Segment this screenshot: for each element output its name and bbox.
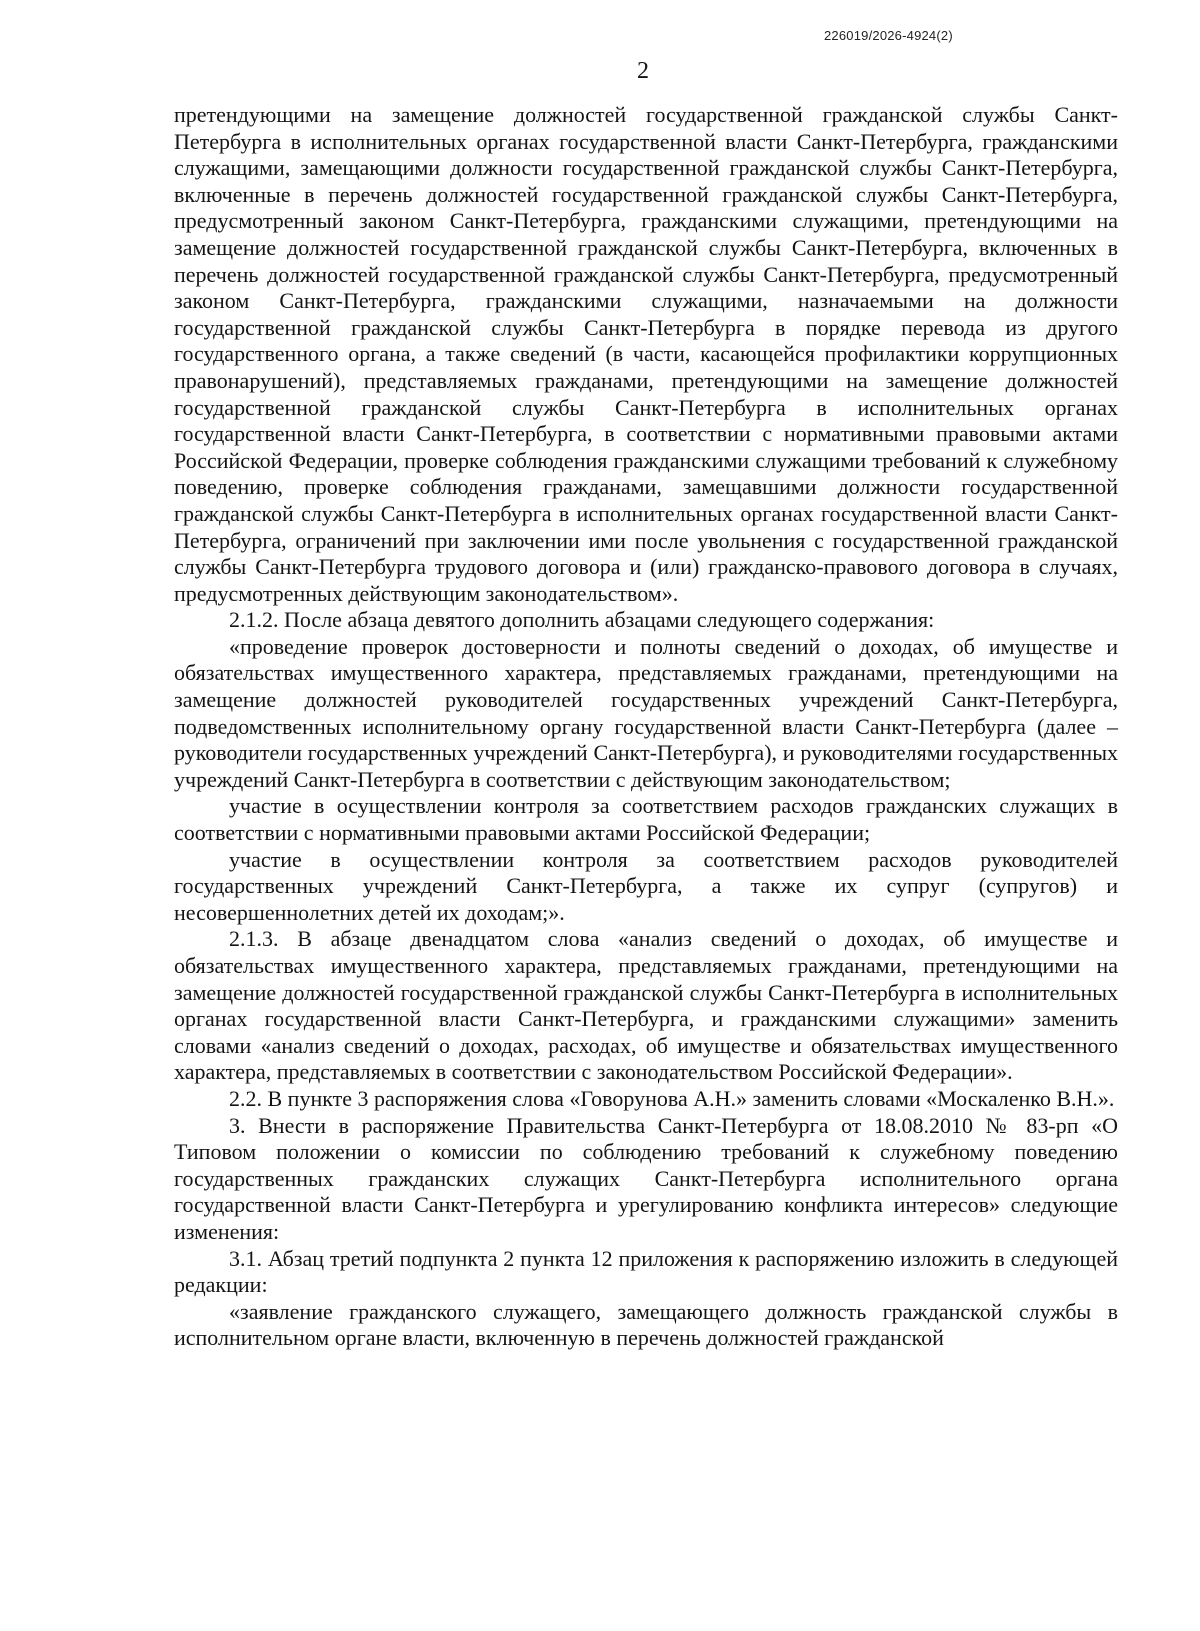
paragraph-quote-checks: «проведение проверок достоверности и полноты сведений о доходах, об имуществе и обязательствах имущественного характера, представляемых гражданами, претендующими на замещение должностей руководителей государственных учреждений Санкт-Петербурга, подведомственных исполнительному органу государственной власти Санкт-Петербурга (далее – руководители государственных учреждений Санкт-Петербурга), и руководителями государственных учреждений Санкт-Петербурга в соответствии с действующим законодательством; — [174, 633, 1118, 792]
paragraph-3: 3. Внести в распоряжение Правительства Санкт-Петербурга от 18.08.2010 № 83-рп «О Типовом положении о комиссии по соблюдению требований к служебному поведению государственных гражданских служащих Санкт-Петербурга исполнительного органа государственной власти Санкт-Петербурга и урегулированию конфликта интересов» следующие изменения: — [174, 1112, 1118, 1244]
paragraph-quote-statement: «заявление гражданского служащего, замещающего должность гражданской службы в исполнительном органе власти, включенную в перечень должностей гражданской — [174, 1298, 1118, 1351]
paragraph-2-1-2: 2.1.2. После абзаца девятого дополнить абзацами следующего содержания: — [229, 607, 935, 633]
paragraph-continuation: претендующими на замещение должностей государственной гражданской службы Санкт-Петербурга в исполнительных органах государственной власти Санкт-Петербурга, гражданскими служащими, замещающими должности государственной гражданской службы Санкт-Петербурга, включенные в перечень должностей государственной гражданской службы Санкт-Петербурга, предусмотренный законом Санкт-Петербурга, гражданскими служащими, претендующими на замещение должностей государственной гражданской службы Санкт-Петербурга, включенных в перечень должностей государственной гражданской службы Санкт-Петербурга, предусмотренный законом Санкт-Петербурга, гражданскими служащими, назначаемыми на должности государственной гражданской службы Санкт-Петербурга в порядке перевода из другого государственного органа, а также сведений (в части, касающейся профилактики коррупционных правонарушений), представляемых гражданами, претендующими на замещение должностей государственной гражданской службы Санкт-Петербурга в исполнительных органах государственной власти Санкт-Петербурга, в соответствии с нормативными правовыми актами Российской Федерации, проверке соблюдения гражданскими служащими требований к служебному поведению, проверке соблюдения гражданами, замещавшими должности государственной гражданской службы Санкт-Петербурга в исполнительных органах государственной власти Санкт-Петербурга, ограничений при заключении ими после увольнения с государственной гражданской службы Санкт-Петербурга трудового договора и (или) гражданско-правового договора в случаях, предусмотренных действующим законодательством». — [174, 102, 1118, 606]
paragraph-3-1: 3.1. Абзац третий подпункта 2 пункта 12 приложения к распоряжению изложить в следующей редакции: — [174, 1245, 1118, 1298]
document-registration-number: 226019/2026-4924(2) — [824, 28, 953, 43]
paragraph-control-heads: участие в осуществлении контроля за соответствием расходов руководителей государственных учреждений Санкт-Петербурга, а также их супруг (супругов) и несовершеннолетних детей их доходам;». — [174, 846, 1118, 925]
document-body — [174, 102, 1118, 1352]
paragraph-control-servants: участие в осуществлении контроля за соответствием расходов гражданских служащих в соответствии с нормативными правовыми актами Российской Федерации; — [174, 793, 1118, 846]
paragraph-2-1-3: 2.1.3. В абзаце двенадцатом слова «анализ сведений о доходах, об имуществе и обязательствах имущественного характера, представляемых гражданами, претендующими на замещение должностей государственной гражданской службы Санкт-Петербурга в исполнительных органах государственной власти Санкт-Петербурга, и гражданскими служащими» заменить словами «анализ сведений о доходах, расходах, об имуществе и обязательствах имущественного характера, представляемых в соответствии с законодательством Российской Федерации». — [174, 926, 1118, 1085]
paragraph-2-2: 2.2. В пункте 3 распоряжения слова «Говорунова А.Н.» заменить словами «Москаленко В.Н.». — [229, 1085, 1115, 1111]
page-number: 2 — [637, 58, 649, 84]
